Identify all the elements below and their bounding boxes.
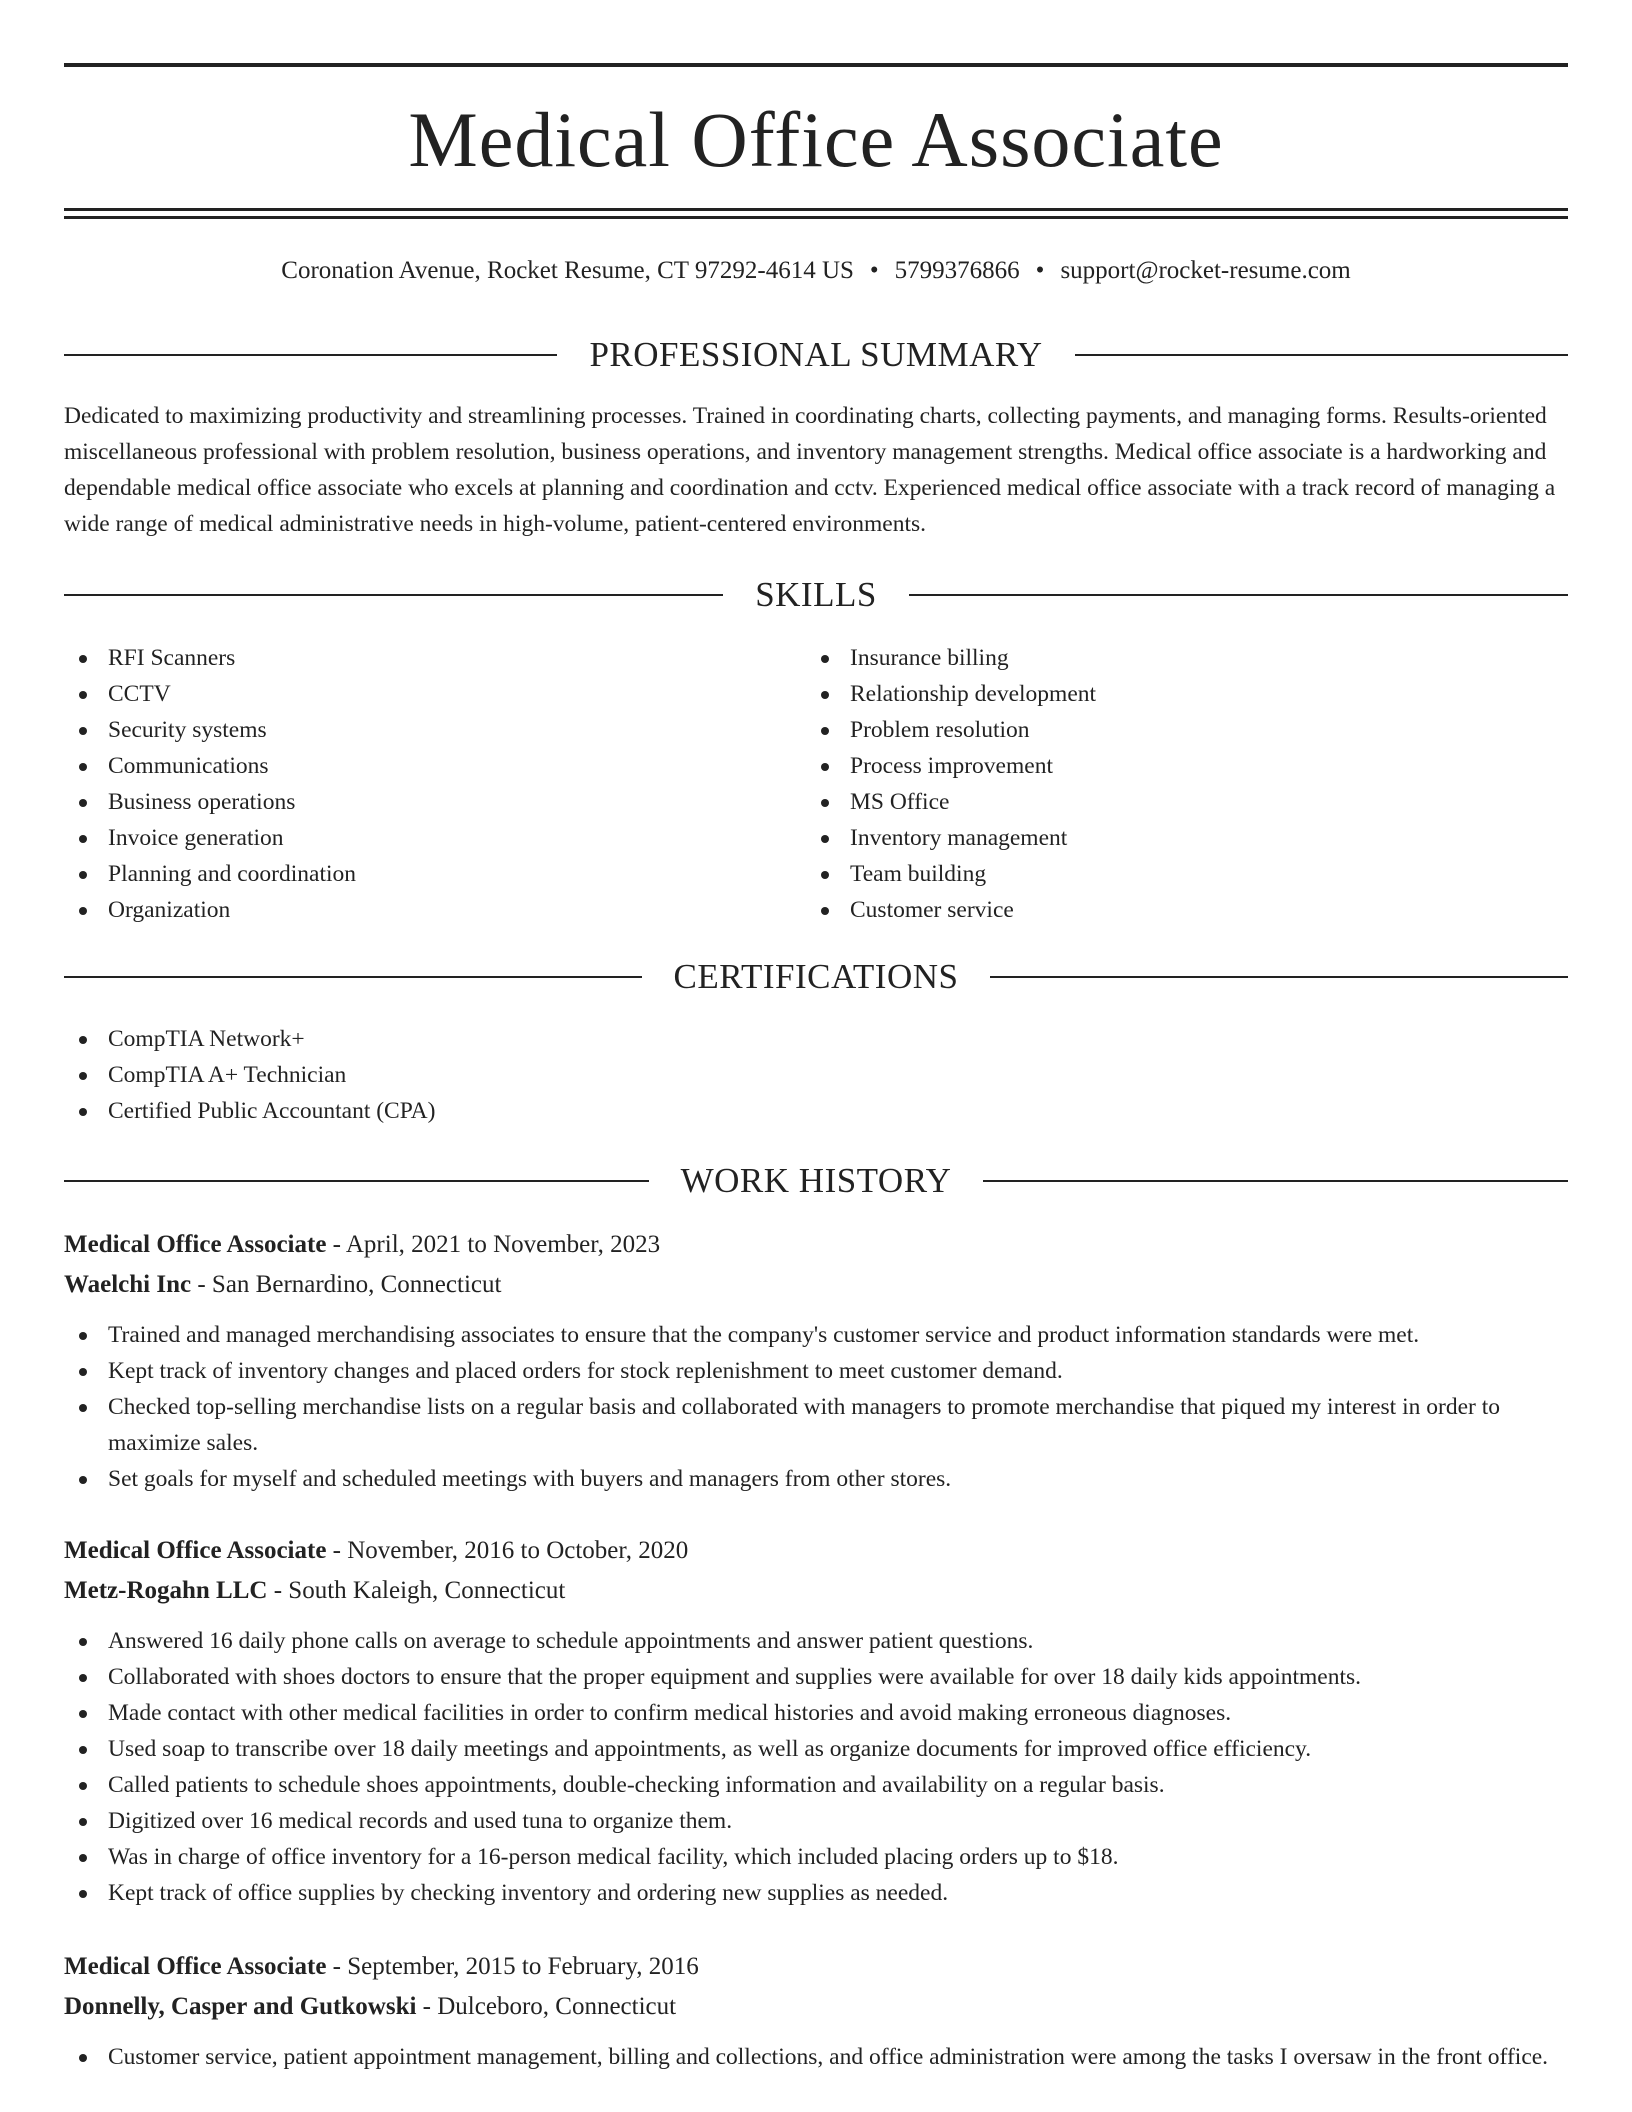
contact-phone: 5799376866 [894,257,1020,284]
list-item: CCTV [64,676,764,712]
list-item: Communications [64,748,764,784]
section-header-certifications [64,955,1568,999]
section-header-skills [64,573,1568,617]
section-divider [1075,354,1568,356]
job-bullets [64,1623,1568,1911]
section-title-skills: SKILLS [755,575,877,614]
section-title-summary: PROFESSIONAL SUMMARY [589,335,1043,374]
list-item: Digitized over 16 medical records and used tuna to organize them. [64,1803,1568,1839]
header-double-rule-bottom [64,216,1568,219]
job-dates: - September, 2015 to February, 2016 [326,1953,699,1980]
list-item: Was in charge of office inventory for a 16-person medical facility, which included placing orders up to $18. [64,1839,1568,1875]
list-item: Planning and coordination [64,856,764,892]
list-item: Checked top-selling merchandise lists on a regular basis and collaborated with managers to promote merchandise that piqued my interest in order to maximize sales. [64,1389,1568,1461]
certifications-list [64,1021,1064,1129]
skills-list-right [806,640,1506,928]
list-item: Relationship development [806,676,1506,712]
contact-address: Coronation Avenue, Rocket Resume, CT 97292-4614 US [281,257,854,284]
list-item: RFI Scanners [64,640,764,676]
job-company: Metz-Rogahn LLC [64,1577,268,1604]
section-header-work-history [64,1159,1568,1203]
list-item: Problem resolution [806,712,1506,748]
job-company: Waelchi Inc [64,1271,192,1298]
job-bullets [64,1317,1568,1497]
job-title-line [64,1531,1568,1571]
contact-line [64,254,1568,288]
job-dates: - November, 2016 to October, 2020 [326,1537,689,1564]
job-dates: - April, 2021 to November, 2023 [326,1231,661,1258]
job-location: - San Bernardino, Connecticut [191,1271,502,1298]
list-item: Trained and managed merchandising associates to ensure that the company's customer service and product information standards were met. [64,1317,1568,1353]
list-item: Process improvement [806,748,1506,784]
list-item: Made contact with other medical facilities in order to confirm medical histories and avoid making erroneous diagnoses. [64,1695,1568,1731]
list-item: CompTIA A+ Technician [64,1057,1064,1093]
resume-title: Medical Office Associate [408,96,1224,183]
list-item: Collaborated with shoes doctors to ensure that the proper equipment and supplies were available for over 18 daily kids appointments. [64,1659,1568,1695]
list-item: Invoice generation [64,820,764,856]
list-item: Customer service, patient appointment management, billing and collections, and office administration were among the tasks I oversaw in the front office. [64,2039,1568,2075]
job-company: Donnelly, Casper and Gutkowski [64,1993,417,2020]
job-bullets [64,2039,1568,2075]
job-location: - Dulceboro, Connecticut [416,1993,677,2020]
list-item: Called patients to schedule shoes appointments, double-checking information and availability on a regular basis. [64,1767,1568,1803]
job-title-line [64,1947,1568,1987]
job-entry [64,1225,1568,1497]
section-title-work-history: WORK HISTORY [680,1161,952,1200]
list-item: MS Office [806,784,1506,820]
job-company-line [64,1571,1568,1611]
job-company-line [64,1265,1568,1305]
list-item: Kept track of office supplies by checking inventory and ordering new supplies as needed. [64,1875,1568,1911]
job-title: Medical Office Associate [64,1537,327,1564]
section-divider [64,976,642,978]
section-header-summary [64,333,1568,377]
contact-email: support@rocket-resume.com [1060,257,1351,284]
job-title: Medical Office Associate [64,1953,327,1980]
job-title-line [64,1225,1568,1265]
list-item: CompTIA Network+ [64,1021,1064,1057]
list-item: Insurance billing [806,640,1506,676]
header-top-rule [64,63,1568,67]
section-divider [990,976,1568,978]
job-entry [64,1947,1568,2075]
section-divider [64,354,557,356]
job-company-line [64,1987,1568,2027]
header-double-rule-top [64,208,1568,211]
list-item: Answered 16 daily phone calls on average to schedule appointments and answer patient questions. [64,1623,1568,1659]
list-item: Set goals for myself and scheduled meetings with buyers and managers from other stores. [64,1461,1568,1497]
section-title-certifications: CERTIFICATIONS [673,957,959,996]
list-item: Security systems [64,712,764,748]
list-item: Business operations [64,784,764,820]
contact-separator: • [1035,257,1045,284]
summary-paragraph: Dedicated to maximizing productivity and streamlining processes. Trained in coordinating charts, collecting payments, and managing forms. Results-oriented miscellaneous professional with problem resolution, business operations, and inventory management strengths. Medical office associate is a hardworking and dependable medical office associate who excels at planning and coordination and cctv. Experienced medical office associate with a track record of managing a wide range of medical administrative needs in high-volume, patient-centered environments. [64,403,1556,537]
job-title: Medical Office Associate [64,1231,327,1258]
list-item: Organization [64,892,764,928]
list-item: Used soap to transcribe over 18 daily meetings and appointments, as well as organize documents for improved office efficiency. [64,1731,1568,1767]
section-divider [909,594,1568,596]
list-item: Kept track of inventory changes and placed orders for stock replenishment to meet customer demand. [64,1353,1568,1389]
contact-separator: • [869,257,879,284]
job-entry [64,1531,1568,1911]
list-item: Inventory management [806,820,1506,856]
job-location: - South Kaleigh, Connecticut [267,1577,566,1604]
list-item: Customer service [806,892,1506,928]
section-divider [64,594,723,596]
section-divider [983,1180,1568,1182]
section-divider [64,1180,649,1182]
list-item: Team building [806,856,1506,892]
skills-list-left [64,640,764,928]
list-item: Certified Public Accountant (CPA) [64,1093,1064,1129]
